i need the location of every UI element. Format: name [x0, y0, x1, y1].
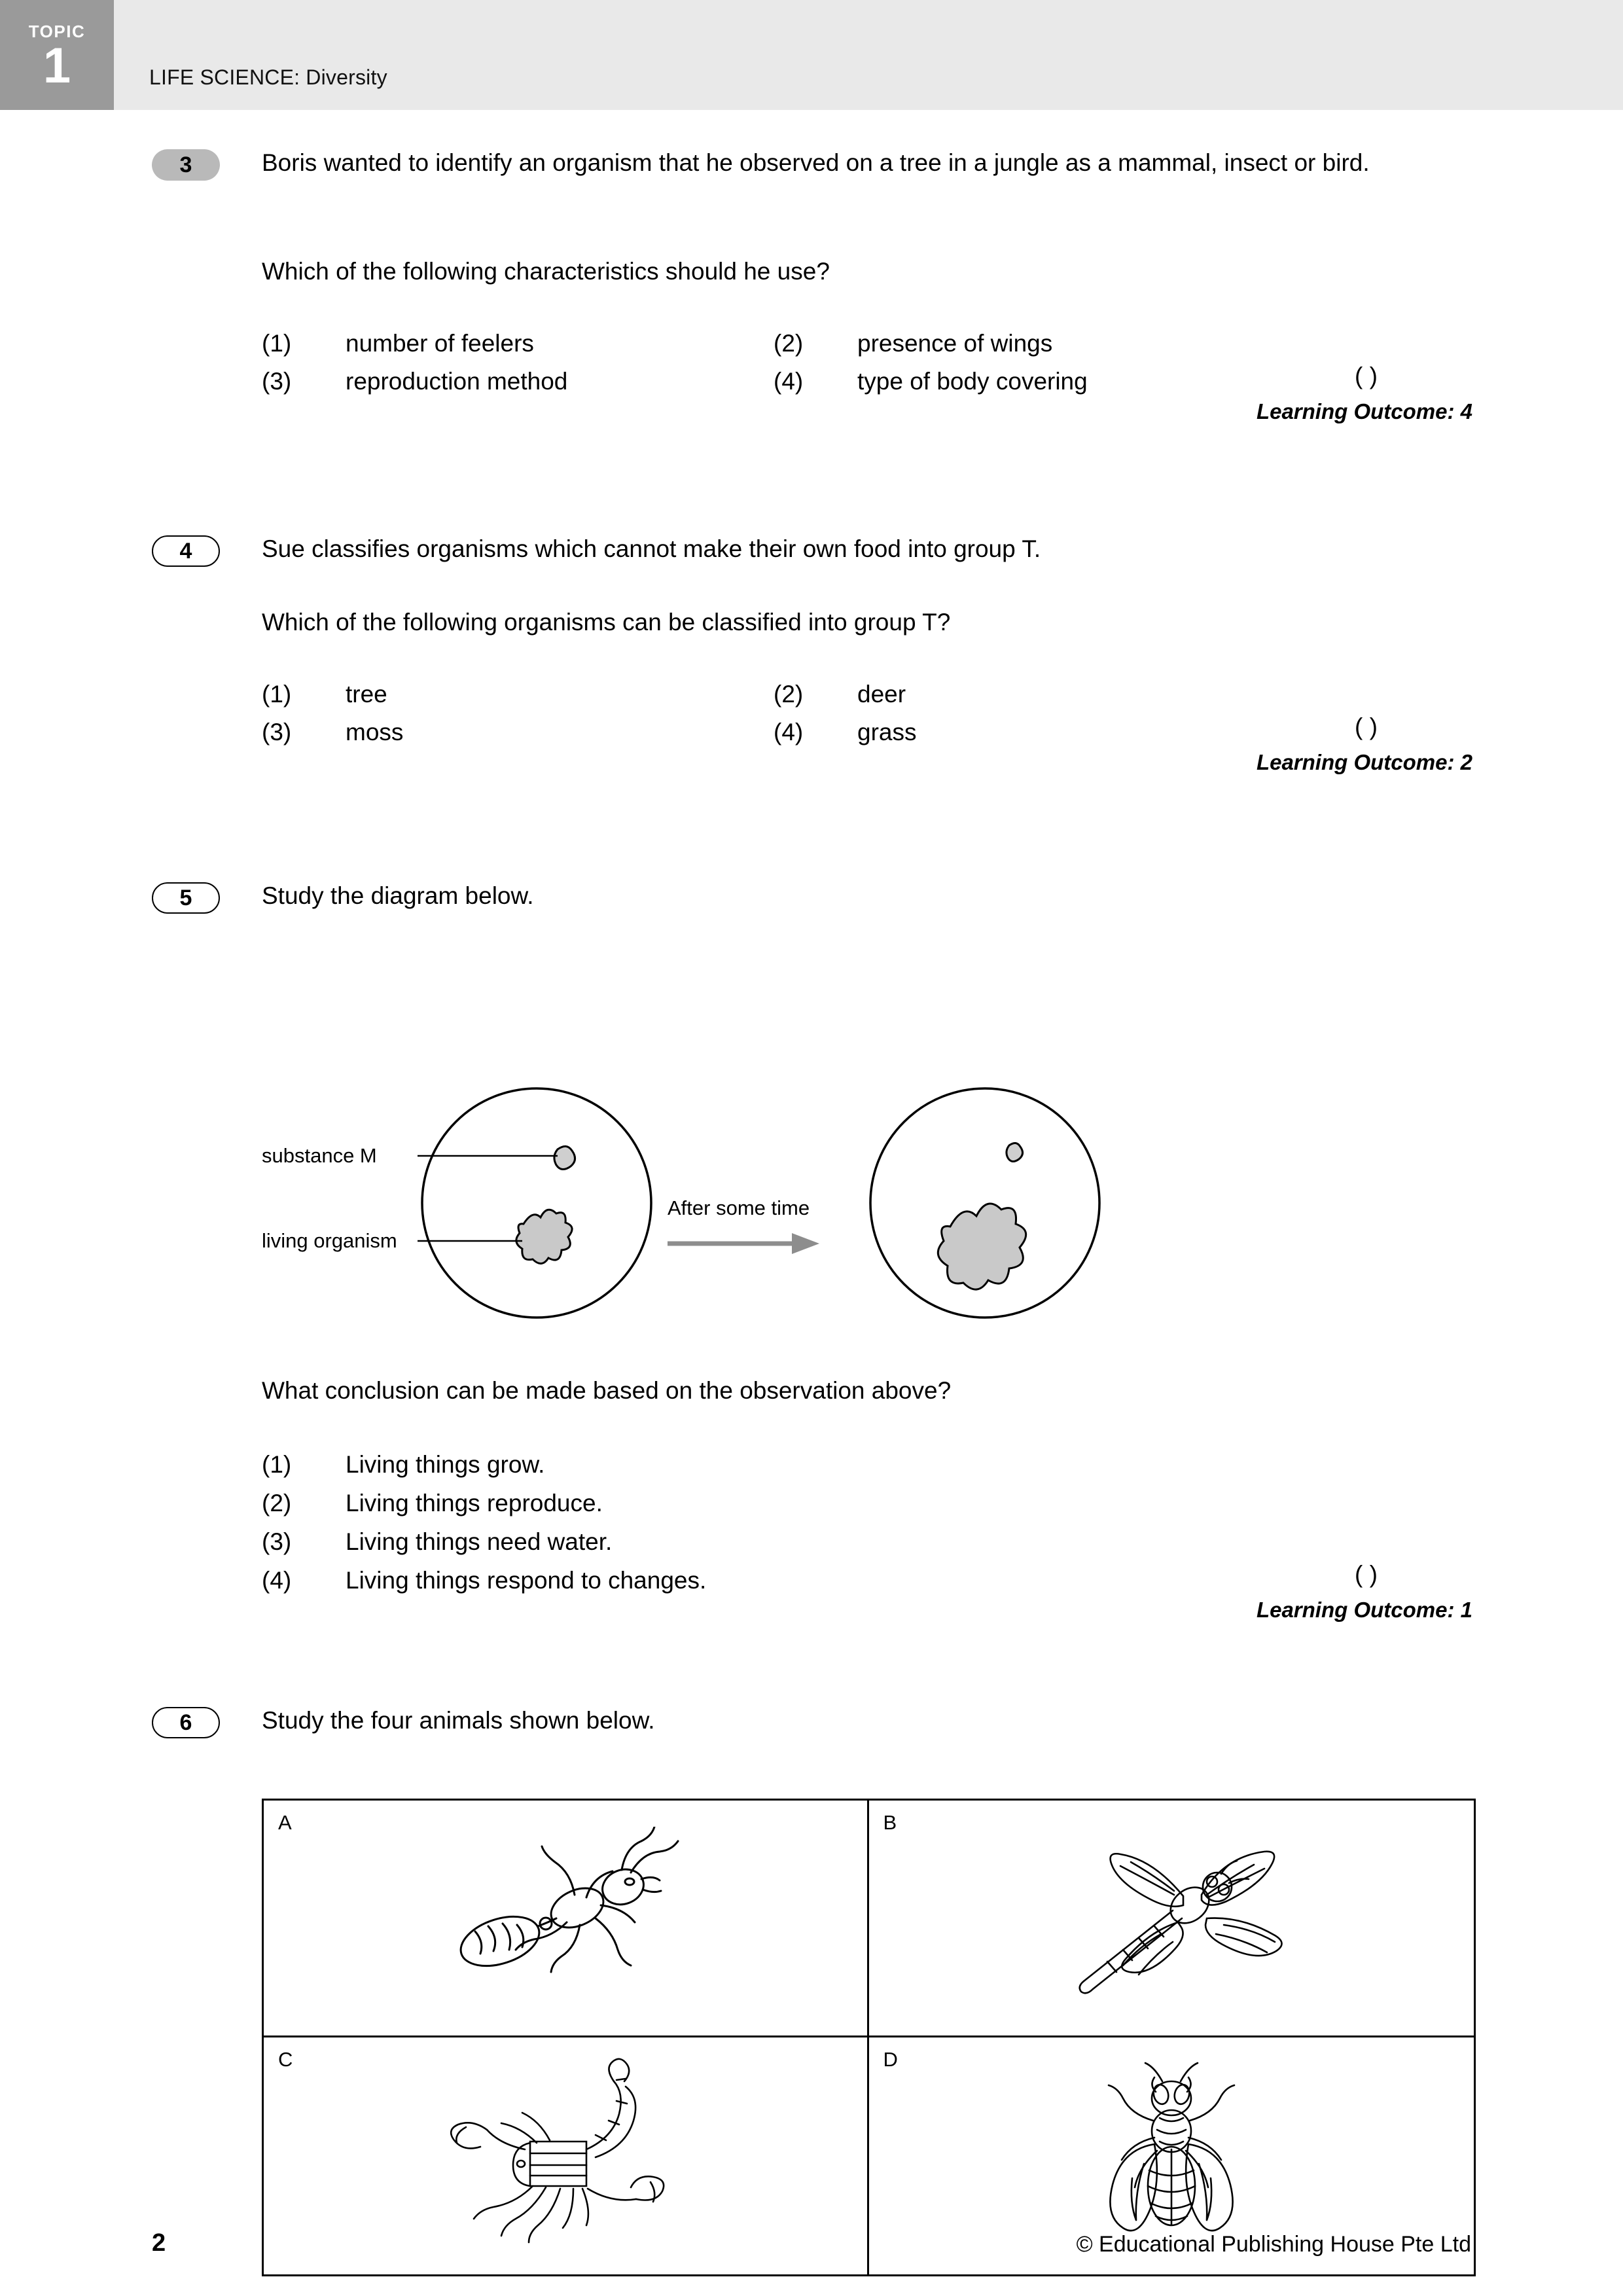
time-arrow-head [792, 1233, 819, 1254]
option-4 [262, 1561, 706, 1600]
page-body [0, 110, 1623, 2296]
option-label: (2) [774, 330, 804, 357]
option-text: deer [857, 681, 906, 708]
option-text: type of body covering [857, 368, 1088, 395]
option-1 [262, 675, 387, 713]
diagram-svg [262, 1072, 1479, 1347]
learning-outcome: Learning Outcome: 2 [1256, 750, 1472, 774]
question-stem: Study the diagram below. [262, 882, 534, 909]
question-number: 4 [152, 535, 220, 567]
header-title: LIFE SCIENCE: Diversity [149, 65, 387, 89]
question-prompt: Which of the following organisms can be classified into group T? [262, 609, 951, 636]
organism-growth-diagram [262, 1072, 1479, 1347]
option-text: tree [346, 681, 387, 708]
option-2 [262, 1484, 706, 1522]
page-number: 2 [152, 2229, 166, 2257]
question-number: 5 [152, 882, 220, 914]
table-cell-a [264, 1801, 869, 2037]
option-text: reproduction method [346, 368, 568, 395]
option-label: (3) [262, 368, 292, 395]
option-label: (3) [262, 1528, 292, 1555]
option-text: Living things respond to changes. [346, 1567, 707, 1594]
ant-illustration [264, 1801, 867, 2036]
substance-m-right [1007, 1143, 1023, 1161]
option-text: grass [857, 719, 917, 745]
option-label: (1) [262, 1451, 292, 1478]
option-2 [774, 325, 1052, 363]
cell-label: A [278, 1811, 292, 1834]
cell-label: C [278, 2048, 293, 2071]
option-text: Living things grow. [346, 1451, 545, 1478]
option-row [262, 325, 1479, 363]
option-text: moss [346, 719, 404, 745]
option-label: (4) [774, 368, 804, 395]
option-4 [774, 713, 916, 751]
option-3 [262, 363, 567, 401]
organism-left [516, 1210, 572, 1263]
question-options [262, 675, 1479, 751]
option-3 [262, 1522, 706, 1561]
question-stem: Study the four animals shown below. [262, 1707, 655, 1734]
option-text: number of feelers [346, 330, 534, 357]
question-prompt: Which of the following characteristics should he use? [262, 258, 830, 285]
left-container-circle [422, 1088, 651, 1318]
option-label: (4) [262, 1567, 292, 1594]
answer-bracket[interactable]: ( ) [1355, 1561, 1378, 1588]
option-row [262, 675, 1479, 713]
option-row [262, 713, 1479, 751]
option-label: (2) [774, 681, 804, 708]
option-4 [774, 363, 1088, 401]
dragonfly-illustration [869, 1801, 1474, 2036]
option-1 [262, 1445, 706, 1484]
option-text: presence of wings [857, 330, 1053, 357]
publisher-credit: © Educational Publishing House Pte Ltd [1076, 2232, 1471, 2257]
question-5-options [262, 1445, 706, 1600]
page-footer [0, 2217, 1623, 2296]
learning-outcome: Learning Outcome: 4 [1256, 399, 1472, 423]
option-1 [262, 325, 534, 363]
question-stem: Sue classifies organisms which cannot make their own food into group T. [262, 535, 1041, 562]
topic-number: 1 [43, 37, 71, 94]
substance-m-left [554, 1146, 575, 1169]
table-cell-b [869, 1801, 1474, 2037]
animal-table [262, 1799, 1476, 2276]
label-living-organism: living organism [262, 1229, 397, 1252]
answer-bracket[interactable]: ( ) [1355, 713, 1378, 740]
option-text: Living things need water. [346, 1528, 613, 1555]
option-text: Living things reproduce. [346, 1490, 603, 1516]
label-after-some-time: After some time [668, 1196, 810, 1219]
option-row [262, 363, 1479, 401]
question-stem: Boris wanted to identify an organism that he observed on a tree in a jungle as a mammal, insect or bird. [262, 149, 1370, 176]
option-label: (1) [262, 681, 292, 708]
answer-bracket[interactable]: ( ) [1355, 363, 1378, 389]
option-label: (4) [774, 719, 804, 745]
label-substance-m: substance M [262, 1144, 377, 1167]
option-label: (3) [262, 719, 292, 745]
topic-tab [0, 0, 114, 110]
option-label: (2) [262, 1490, 292, 1516]
cell-label: B [883, 1811, 897, 1834]
organism-right [938, 1204, 1026, 1289]
option-2 [774, 675, 906, 713]
page-header [0, 0, 1623, 110]
cell-label: D [883, 2048, 898, 2071]
question-number: 6 [152, 1707, 220, 1738]
option-3 [262, 713, 403, 751]
question-options [262, 325, 1479, 401]
topic-label: TOPIC [28, 21, 86, 41]
learning-outcome: Learning Outcome: 1 [1256, 1598, 1472, 1622]
question-number: 3 [152, 149, 220, 181]
option-label: (1) [262, 330, 292, 357]
question-5-prompt: What conclusion can be made based on the observation above? [262, 1377, 952, 1404]
